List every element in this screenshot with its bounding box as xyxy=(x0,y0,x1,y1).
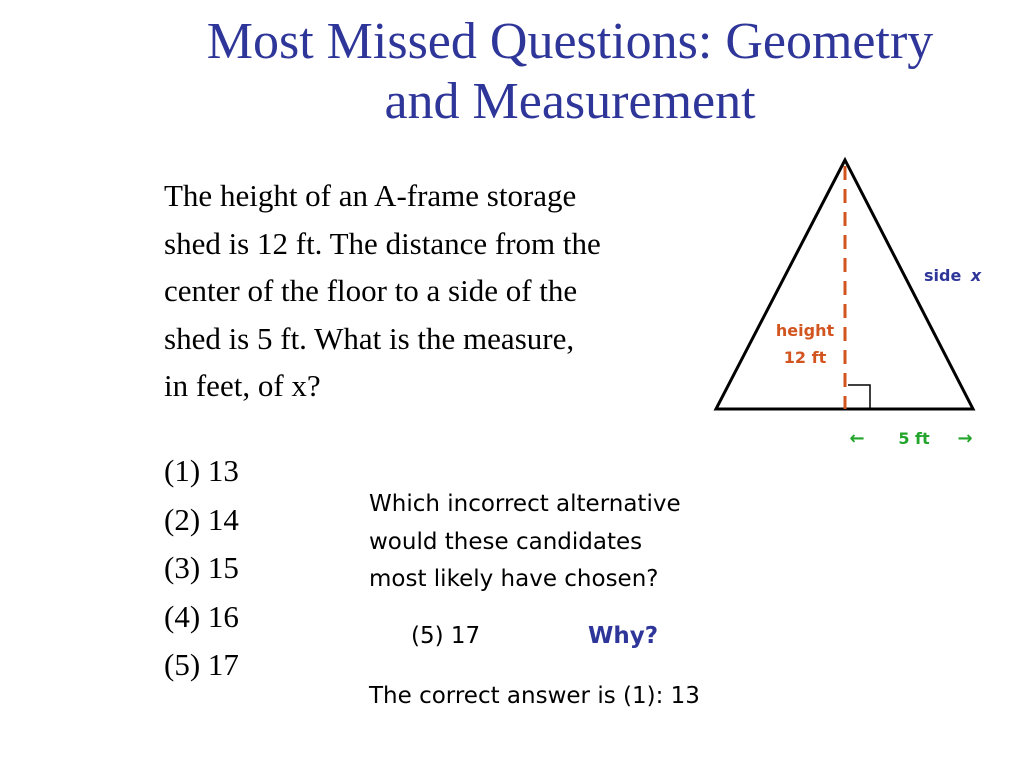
question-line: center of the floor to a side of the xyxy=(164,273,578,308)
question-text xyxy=(164,172,764,410)
height-value: 12 ft xyxy=(783,348,827,367)
slide-title-line-1: Most Missed Questions: Geometry xyxy=(206,13,934,70)
answer-options xyxy=(164,447,239,690)
height-label: height xyxy=(775,321,835,340)
option-1: (1) 13 xyxy=(164,453,239,488)
base-length-label: 5 ft xyxy=(898,429,930,448)
side-label-word: side xyxy=(924,266,962,285)
left-arrow-icon: ← xyxy=(849,428,865,449)
right-arrow-icon: → xyxy=(957,428,973,449)
side-label-variable: x xyxy=(970,266,982,285)
slide-title-line-2: and Measurement xyxy=(384,73,756,130)
question-line: shed is 12 ft. The distance from the xyxy=(164,225,601,261)
incorrect-alternative-prompt xyxy=(369,486,681,599)
option-3: (3) 15 xyxy=(164,550,239,585)
question-line: The height of an A-frame storage xyxy=(164,178,577,213)
right-angle-marker xyxy=(848,385,870,409)
correct-answer: The correct answer is (1): 13 xyxy=(369,683,700,709)
prompt-line: most likely have chosen? xyxy=(369,566,659,592)
prompt-line: would these candidates xyxy=(369,528,643,555)
side-label xyxy=(924,266,982,285)
prompt-line: Which incorrect alternative xyxy=(369,491,681,517)
why-label: Why? xyxy=(588,623,659,649)
question-line: shed is 5 ft. What is the measure, xyxy=(164,320,575,356)
chosen-alternative: (5) 17 xyxy=(411,623,481,649)
option-2: (2) 14 xyxy=(164,501,239,537)
option-5: (5) 17 xyxy=(164,647,239,682)
question-line: in feet, of x? xyxy=(164,368,321,403)
option-4: (4) 16 xyxy=(164,598,239,634)
a-frame-triangle-figure xyxy=(700,150,1000,460)
slide-title xyxy=(100,12,1024,132)
